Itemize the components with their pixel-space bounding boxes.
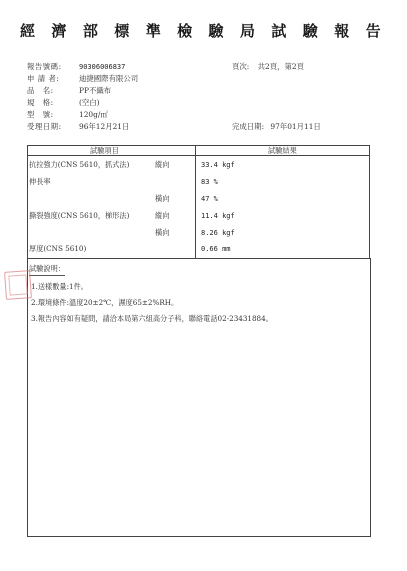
note-item: 1.送樣數量:1件。: [31, 282, 88, 291]
table-row-direction: 橫向: [155, 228, 170, 237]
table-row-result: 8.26 kgf: [201, 229, 235, 237]
page-indicator: [232, 62, 304, 72]
table-header-divider: [27, 155, 369, 156]
note-item: 2.環境條件:溫度20±2℃，濕度65±2%RH。: [31, 298, 179, 307]
table-row-direction: 橫向: [155, 194, 170, 203]
report-number-row: [27, 62, 125, 72]
page-value: 共2頁，第2頁: [257, 62, 304, 71]
table-row-result: 83 %: [201, 178, 218, 186]
column-header-results: 試驗結果: [268, 146, 297, 155]
table-row-result: 11.4 kgf: [201, 212, 235, 220]
table-row-item: 撕裂強度(CNS 5610，梯形法): [29, 211, 130, 220]
table-row-result: 0.66 mm: [201, 245, 231, 253]
model-label: 型 號:: [27, 110, 54, 119]
report-number-label: 報告號碼:: [27, 62, 62, 71]
applicant-value: 迪捷國際有限公司: [79, 74, 139, 83]
spec-label: 規 格:: [27, 98, 54, 107]
received-date-label: 受理日期:: [27, 122, 62, 131]
report-title: 經 濟 部 標 準 檢 驗 局 試 驗 報 告: [20, 22, 387, 40]
table-row-direction: 縱向: [155, 160, 170, 169]
red-seal-stamp: [4, 270, 32, 300]
table-row-result: 47 %: [201, 195, 218, 203]
table-row-direction: 縱向: [155, 211, 170, 220]
table-row-result: 33.4 kgf: [201, 161, 235, 169]
table-row-item: 抗拉強力(CNS 5610，抓式法): [29, 160, 130, 169]
notes-heading: 試驗說明：: [29, 264, 65, 276]
spec-value: (空白): [79, 98, 100, 107]
spec-row: [27, 98, 100, 108]
model-row: [27, 110, 108, 120]
product-label: 品 名:: [27, 86, 54, 95]
column-header-items: 試驗項目: [90, 146, 119, 155]
completed-date-value: 97年01月11日: [270, 122, 321, 131]
applicant-row: [27, 74, 138, 84]
page-label: 頁次:: [232, 62, 250, 71]
note-item: 3.報告內容如有疑問，請洽本局第六組高分子科，聯絡電話02-23431884。: [31, 314, 273, 323]
applicant-label: 申 請 者:: [27, 74, 60, 83]
table-row-item: 伸長率: [29, 177, 51, 186]
received-date-value: 96年12月21日: [79, 122, 130, 131]
completed-date-label: 完成日期:: [232, 122, 265, 131]
model-value: 120g/㎡: [79, 110, 108, 119]
completed-date-row: [232, 122, 321, 132]
report-number-value: 90306006837: [79, 63, 126, 71]
product-value: PP不織布: [79, 86, 112, 95]
table-row-item: 厚度(CNS 5610): [29, 244, 87, 253]
received-date-row: [27, 122, 129, 132]
product-row: [27, 86, 111, 96]
